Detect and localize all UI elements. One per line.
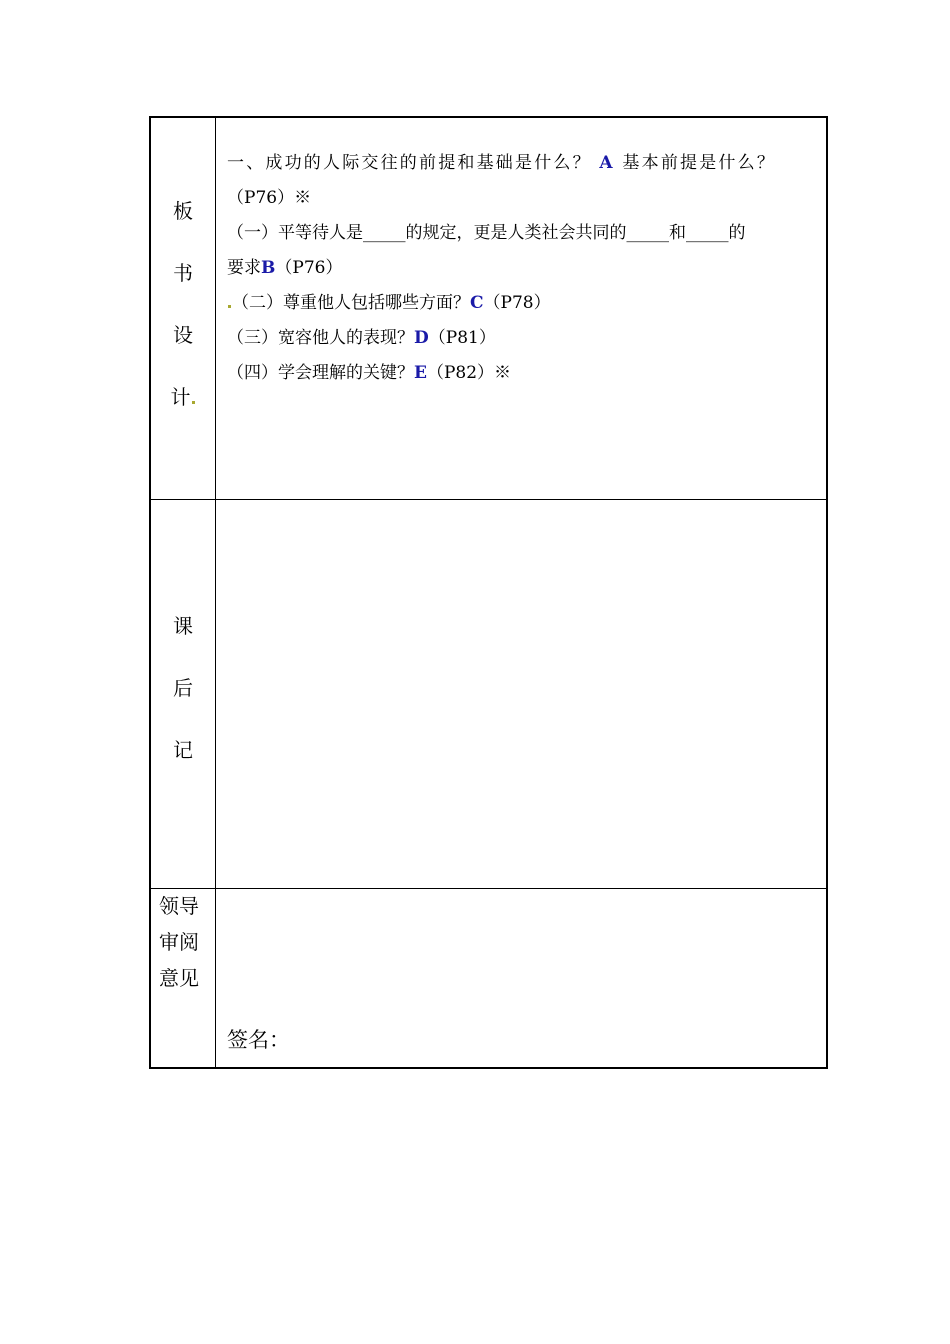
board-design-label-char: 设 — [173, 323, 193, 347]
board-line-6: （三）宽容他人的表现？D（P81） — [227, 328, 496, 348]
board-design-label-char: 书 — [173, 261, 193, 285]
board-line-4: 要求B（P76） — [227, 258, 343, 278]
after-class-label-char: 后 — [173, 676, 193, 700]
board-line-7: （四）学会理解的关键？E（P82）※ — [227, 363, 512, 383]
board-design-label-char: 板 — [173, 199, 193, 223]
board-line-5: （二）尊重他人包括哪些方面？C（P78） — [227, 286, 827, 321]
point-marker-a: A — [599, 153, 615, 173]
board-design-label — [151, 180, 215, 428]
board-line-3: （一）平等待人是_____的规定，更是人类社会共同的_____和_____的 — [227, 223, 746, 243]
after-class-label — [151, 595, 215, 781]
leader-review-label — [159, 888, 199, 996]
after-class-label-char: 记 — [173, 738, 193, 762]
after-class-label-char: 课 — [173, 614, 193, 638]
leader-review-label-line: 审阅 — [159, 930, 199, 954]
point-marker-e: E — [414, 363, 427, 383]
point-marker-d: D — [414, 328, 429, 348]
point-marker-b: B — [261, 258, 276, 278]
signature-label: 签名： — [227, 1028, 290, 1052]
board-line-1: 一、成功的人际交往的前提和基础是什么？ A 基本前提是什么？ — [227, 153, 777, 173]
row-divider-2 — [151, 888, 826, 889]
lesson-plan-table — [149, 116, 828, 1069]
after-class-notes-area[interactable] — [216, 500, 826, 888]
board-design-content — [227, 146, 827, 391]
point-marker-c: C — [470, 293, 484, 313]
leader-review-label-line: 领导 — [159, 894, 199, 918]
board-line-2: （P76）※ — [227, 188, 312, 208]
board-design-label-char: 计 — [151, 366, 215, 428]
leader-review-label-line: 意见 — [159, 966, 199, 990]
